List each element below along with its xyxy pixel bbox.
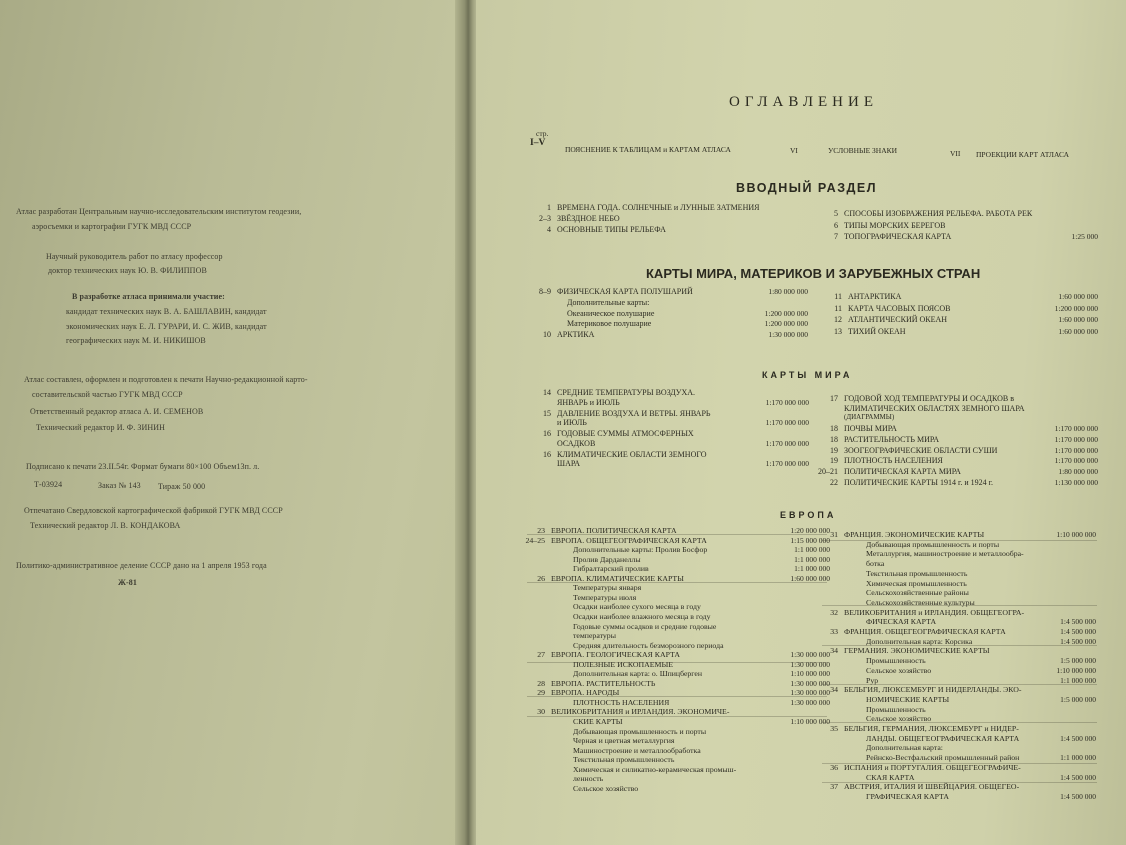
toc-scale: 1:170 000 000 <box>765 459 809 468</box>
toc-page-number: 6 <box>834 220 838 230</box>
toc-entry <box>818 617 1096 627</box>
toc-entry-title: ботка <box>866 559 885 569</box>
toc-title: ОГЛАВЛЕНИЕ <box>729 94 878 110</box>
section-title: ЕВРОПА <box>780 510 837 520</box>
toc-entry-title: РАСТИТЕЛЬНОСТЬ МИРА <box>844 434 940 444</box>
imprint-line: географических наук М. И. НИКИШОВ <box>66 336 206 345</box>
toc-scale: 1:20 000 000 <box>790 526 830 535</box>
toc-entry <box>818 221 1098 233</box>
imprint-line: аэросъемки и картографии ГУГК МВД СССР <box>32 222 192 231</box>
toc-entry-title: БЕЛЬГИЯ, ЛЮКСЕМБУРГ И НИДЕРЛАНДЫ. ЭКО- <box>844 685 1022 695</box>
toc-entry-title: Химическая и силикатно-керамическая промыш- <box>573 764 737 774</box>
toc-scale: 1:30 000 000 <box>790 650 830 660</box>
toc-scale: 1:170 000 000 <box>1054 424 1098 433</box>
toc-entry <box>525 536 830 546</box>
toc-entry-title: Рур <box>866 675 879 685</box>
toc-page-number: 4 <box>547 225 551 234</box>
toc-entry-title: СПОСОБЫ ИЗОБРАЖЕНИЯ РЕЛЬЕФА. РАБОТА РЕК <box>844 209 1033 218</box>
toc-entry-title: ЕВРОПА. НАРОДЫ <box>551 688 620 698</box>
toc-entry-title: ФИЗИЧЕСКАЯ КАРТА ПОЛУШАРИЙ <box>557 287 693 296</box>
toc-entry <box>525 755 830 765</box>
imprint-line: экономических наук Е. Л. ГУРАРИ, И. С. ЖИВ, кандидат <box>66 322 267 331</box>
toc-page-number: 12 <box>834 315 842 325</box>
toc-entry-title: Металлургия, машиностроение и металлообра- <box>866 549 1024 559</box>
toc-scale: 1:30 000 000 <box>790 688 830 698</box>
toc-page-number: 35 <box>830 724 838 733</box>
table-rule <box>822 684 1097 685</box>
toc-entry <box>525 631 830 641</box>
toc-scale: 1:10 000 000 <box>790 717 830 726</box>
toc-entry <box>818 743 1096 753</box>
toc-entry-title: ОСАДКОВ <box>557 438 596 448</box>
toc-scale: 1:10 000 000 <box>1056 530 1096 539</box>
toc-page-number: 14 <box>543 388 551 397</box>
toc-entry-title: ФИЧЕСКАЯ КАРТА <box>866 617 937 627</box>
toc-scale: 1:1 000 000 <box>1060 675 1096 685</box>
toc-page-number: 19 <box>830 456 838 466</box>
imprint-line: В разработке атласа принимали участие: <box>72 292 225 301</box>
toc-entry <box>818 685 1096 695</box>
toc-scale: 1:60 000 000 <box>790 573 830 583</box>
toc-entry <box>531 309 808 320</box>
toc-entry <box>818 627 1096 637</box>
toc-entry-title: Материковое полушарие <box>567 319 652 329</box>
table-rule <box>822 722 1097 723</box>
imprint-line: Ж-81 <box>118 578 137 587</box>
section-title: КАРТЫ МИРА <box>762 370 853 380</box>
toc-entry-title: ТИХИЙ ОКЕАН <box>848 326 906 336</box>
imprint-line: Заказ № 143 <box>98 481 141 490</box>
toc-entry-title: Дополнительная карта: <box>866 743 943 753</box>
toc-entry-title: Пролив Дарданеллы <box>573 554 641 564</box>
toc-page-number: 36 <box>830 762 838 772</box>
toc-entry-title: ТОПОГРАФИЧЕСКАЯ КАРТА <box>844 232 952 241</box>
toc-entry <box>822 304 1098 316</box>
toc-entry-title: Осадки наиболее влажного месяца в году <box>573 611 711 621</box>
table-rule <box>527 662 827 663</box>
toc-entry-title: Промышленность <box>866 704 926 714</box>
toc-entry <box>818 540 1096 550</box>
imprint-line: Политико-административное деление СССР дано на 1 апреля 1953 года <box>16 561 267 570</box>
section-title: ВВОДНЫЙ РАЗДЕЛ <box>736 181 878 195</box>
toc-entry <box>818 435 1098 445</box>
toc-scale: 1:4 500 000 <box>1060 772 1096 782</box>
imprint-line: кандидат технических наук В. А. БАШЛАВИН, кандидат <box>66 307 267 316</box>
toc-entry-title: Сельскохозяйственные культуры <box>866 597 975 607</box>
toc-scale: 1:30 000 000 <box>790 659 830 669</box>
toc-scale: 1:200 000 000 <box>764 319 808 329</box>
toc-entry <box>818 394 1098 423</box>
toc-entry <box>818 724 1096 734</box>
toc-entry <box>525 669 830 679</box>
section-title: КАРТЫ МИРА, МАТЕРИКОВ И ЗАРУБЕЖНЫХ СТРАН <box>646 266 981 281</box>
toc-entry <box>531 409 809 428</box>
toc-scale: 1:170 000 000 <box>765 438 809 448</box>
imprint-line: Подписано к печати 23.II.54г. Формат бумаги 80×100 Объем13п. л. <box>26 462 260 471</box>
toc-entry-title: АНТАРКТИКА <box>848 292 902 301</box>
toc-entry <box>818 753 1096 763</box>
toc-entry-title: КАРТА ЧАСОВЫХ ПОЯСОВ <box>848 303 951 313</box>
toc-entry <box>818 763 1096 773</box>
toc-entry-title: ЗООГЕОГРАФИЧЕСКИЕ ОБЛАСТИ СУШИ <box>844 445 998 455</box>
toc-entry-title: Добывающая промышленность и порты <box>573 726 707 736</box>
toc-entry-title: (ДИАГРАММЫ) <box>844 413 895 422</box>
toc-entry-title: СКИЕ КАРТЫ <box>573 717 623 726</box>
table-rule <box>527 716 827 717</box>
toc-entry-title: ШАРА <box>557 459 581 468</box>
toc-entry <box>818 792 1096 802</box>
toc-entry-title: температуры <box>573 631 616 641</box>
toc-entry <box>525 622 830 632</box>
toc-scale: 1:60 000 000 <box>1058 326 1098 336</box>
toc-entry-title: Дополнительные карты: <box>567 297 650 307</box>
toc-entry-title: АТЛАНТИЧЕСКИЙ ОКЕАН <box>848 315 948 325</box>
toc-entry <box>525 612 830 622</box>
toc-entry-title: ВРЕМЕНА ГОДА. СОЛНЕЧНЫЕ и ЛУННЫЕ ЗАТМЕНИЯ <box>557 203 760 212</box>
toc-entry <box>818 579 1096 589</box>
toc-scale: 1:60 000 000 <box>1058 292 1098 301</box>
toc-entry <box>818 424 1098 434</box>
toc-entry-title: КЛИМАТИЧЕСКИЕ ОБЛАСТИ ЗЕМНОГО <box>557 449 707 459</box>
toc-entry-title: Температуры июля <box>573 592 637 602</box>
toc-scale: 1:130 000 000 <box>1054 478 1098 487</box>
toc-entry-title: Рейнско-Вестфальский промышленный район <box>866 753 1020 763</box>
toc-entry <box>531 450 809 469</box>
toc-entry-title: ТИПЫ МОРСКИХ БЕРЕГОВ <box>844 220 946 230</box>
toc-entry <box>818 456 1098 466</box>
table-rule <box>822 605 1097 606</box>
imprint-line: Научный руководитель работ по атласу профессор <box>46 252 223 261</box>
toc-entry-title: Дополнительная карта: о. Шпицберген <box>573 669 703 679</box>
toc-entry <box>818 782 1096 792</box>
table-rule <box>822 540 1097 541</box>
toc-entry <box>531 319 808 330</box>
toc-entry-title: СРЕДНИЕ ТЕМПЕРАТУРЫ ВОЗДУХА. <box>557 388 696 397</box>
toc-entry <box>818 478 1098 488</box>
toc-scale: 1:60 000 000 <box>1058 315 1098 325</box>
toc-entry-title: ЕВРОПА. ОБЩЕГЕОГРАФИЧЕСКАЯ КАРТА <box>551 535 707 545</box>
toc-entry <box>525 698 830 708</box>
toc-num: VI <box>790 146 798 155</box>
imprint-line: Ответственный редактор атласа А. И. СЕМЕНОВ <box>30 407 204 416</box>
toc-entry <box>525 784 830 794</box>
toc-scale: 1:4 500 000 <box>1060 617 1096 627</box>
toc-entry-title: Сельское хозяйство <box>866 714 932 724</box>
toc-entry-title: Дополнительные карты: Пролив Босфор <box>573 545 708 555</box>
toc-entry-title: Текстильная промышленность <box>573 755 675 765</box>
toc-page-number: 11 <box>834 303 842 313</box>
toc-entry-title: ЕВРОПА. ПОЛИТИЧЕСКАЯ КАРТА <box>551 526 677 535</box>
table-rule <box>527 582 827 583</box>
toc-page-number: 31 <box>830 530 838 539</box>
toc-page-number: 30 <box>537 707 545 717</box>
toc-scale: 1:5 000 000 <box>1060 694 1096 704</box>
toc-entry: ПОЯСНЕНИЕ К ТАБЛИЦАМ и КАРТАМ АТЛАСА <box>565 145 731 154</box>
toc-entry <box>822 327 1098 339</box>
toc-scale: 1:4 500 000 <box>1060 627 1096 636</box>
toc-scale: 1:1 000 000 <box>1060 753 1096 763</box>
toc-entry-title: ГЕРМАНИЯ. ЭКОНОМИЧЕСКИЕ КАРТЫ <box>844 646 990 656</box>
toc-entry-title: Химическая промышленность <box>866 578 967 588</box>
toc-num: VII <box>950 149 961 158</box>
toc-entry-title: Сельскохозяйственные районы <box>866 588 969 598</box>
toc-entry-title: Годовые суммы осадков и средние годовые <box>573 621 717 631</box>
toc-entry-title: ОСНОВНЫЕ ТИПЫ РЕЛЬЕФА <box>557 225 666 234</box>
toc-entry <box>525 717 830 727</box>
toc-num: I–V <box>530 138 546 148</box>
toc-scale: 1:200 000 000 <box>764 308 808 318</box>
toc-entry <box>531 203 801 214</box>
table-rule <box>822 782 1097 783</box>
toc-entry <box>818 705 1096 715</box>
toc-entry-title: ПЛОТНОСТЬ НАСЕЛЕНИЯ <box>844 456 943 466</box>
toc-entry-title: Температуры января <box>573 583 642 593</box>
toc-page-number: 26 <box>537 573 545 583</box>
toc-scale: 1:170 000 000 <box>765 418 809 427</box>
toc-entry <box>818 467 1098 477</box>
toc-entry-title: ФРАНЦИЯ. ЭКОНОМИЧЕСКИЕ КАРТЫ <box>844 530 985 539</box>
toc-page-number: 17 <box>830 394 838 403</box>
toc-scale: 1:170 000 000 <box>1054 456 1098 466</box>
toc-scale: 1:30 000 000 <box>768 330 808 340</box>
toc-scale: 1:10 000 000 <box>1056 665 1096 675</box>
imprint-line: Т-03924 <box>34 480 63 489</box>
toc-entry-title: ПОЛИТИЧЕСКАЯ КАРТА МИРА <box>844 467 961 477</box>
toc-entry-title: ЕВРОПА. РАСТИТЕЛЬНОСТЬ <box>551 678 656 688</box>
toc-entry-title: ВЕЛИКОБРИТАНИЯ и ИРЛАНДИЯ. ЭКОНОМИЧЕ- <box>551 707 730 717</box>
toc-scale: 1:4 500 000 <box>1060 791 1096 801</box>
toc-entry-title: АРКТИКА <box>557 330 595 340</box>
toc-scale: 1:170 000 000 <box>765 397 809 407</box>
toc-entry-title: КЛИМАТИЧЕСКИХ ОБЛАСТЯХ ЗЕМНОГО ШАРА <box>844 403 1025 413</box>
toc-scale: 1:5 000 000 <box>1060 656 1096 666</box>
toc-entry-title: АВСТРИЯ, ИТАЛИЯ И ШВЕЙЦАРИЯ. ОБЩЕГЕО- <box>844 782 1020 792</box>
toc-scale: 1:30 000 000 <box>790 678 830 688</box>
toc-entry-title: ИСПАНИЯ и ПОРТУГАЛИЯ. ОБЩЕГЕОГРАФИЧЕ- <box>844 762 1021 772</box>
toc-scale: 1:1 000 000 <box>794 564 830 574</box>
toc-page-number: 29 <box>537 688 545 698</box>
toc-page-number: 2–3 <box>539 214 551 223</box>
toc-page-number: 5 <box>834 209 838 218</box>
toc-page-number: 8–9 <box>539 287 551 296</box>
toc-page-number: 18 <box>830 424 838 433</box>
toc-entry-title: ЕВРОПА. ГЕОЛОГИЧЕСКАЯ КАРТА <box>551 650 681 660</box>
toc-scale: 1:4 500 000 <box>1060 733 1096 743</box>
toc-entry <box>531 298 808 309</box>
toc-entry <box>818 666 1096 676</box>
imprint-line: доктор технических наук Ю. В. ФИЛИППОВ <box>48 266 207 275</box>
imprint-line: Отпечатано Свердловской картографической фабрикой ГУГК МВД СССР <box>24 506 283 515</box>
toc-entry <box>531 388 809 407</box>
toc-page-number: 20–21 <box>818 467 838 477</box>
toc-page-number: 10 <box>543 330 551 340</box>
toc-entry <box>822 315 1098 327</box>
toc-entry-title: Дополнительная карта: Корсика <box>866 636 973 646</box>
toc-entry <box>531 214 801 225</box>
table-rule <box>527 534 827 535</box>
toc-entry-title: ПОЧВЫ МИРА <box>844 424 897 433</box>
toc-entry <box>525 593 830 603</box>
toc-entry <box>525 774 830 784</box>
table-rule <box>527 696 827 697</box>
toc-entry-title: Океаническое полушарие <box>567 308 655 318</box>
toc-entry: ПРОЕКЦИИ КАРТ АТЛАСА <box>976 150 1070 159</box>
toc-entry <box>818 549 1096 559</box>
toc-entry-title: ПОЛЕЗНЫЕ ИСКОПАЕМЫЕ <box>573 659 674 669</box>
toc-entry-title: Черная и цветная металлургия <box>573 736 675 746</box>
imprint-line: Технический редактор И. Ф. ЗИНИН <box>36 423 166 432</box>
toc-entry <box>531 330 808 341</box>
toc-entry <box>818 569 1096 579</box>
table-rule <box>822 763 1097 764</box>
toc-entry <box>525 746 830 756</box>
toc-entry <box>525 545 830 555</box>
toc-entry-title: ЯНВАРЬ и ИЮЛЬ <box>557 397 620 407</box>
toc-entry: УСЛОВНЫЕ ЗНАКИ <box>828 146 898 155</box>
toc-page-number: 22 <box>830 478 838 487</box>
toc-entry-title: Промышленность <box>866 656 926 666</box>
toc-entry-title: ГОДОВЫЕ СУММЫ АТМОСФЕРНЫХ <box>557 429 694 438</box>
toc-scale: 1:4 500 000 <box>1060 636 1096 646</box>
toc-page-number: 1 <box>547 203 551 212</box>
toc-scale: 1:15 000 000 <box>790 535 830 545</box>
toc-entry-title: ПЛОТНОСТЬ НАСЕЛЕНИЯ <box>573 697 670 707</box>
toc-entry <box>818 734 1096 744</box>
toc-entry-title: ГРАФИЧЕСКАЯ КАРТА <box>866 791 950 801</box>
toc-entry-title: ПОЛИТИЧЕСКИЕ КАРТЫ 1914 г. и 1924 г. <box>844 478 994 487</box>
toc-scale: 1:170 000 000 <box>1054 445 1098 455</box>
toc-entry <box>531 225 801 236</box>
toc-entry-title: Гибралтарский пролив <box>573 564 649 574</box>
toc-entry <box>525 602 830 612</box>
toc-entry <box>531 429 809 448</box>
toc-entry <box>818 598 1096 608</box>
toc-entry <box>525 727 830 737</box>
toc-entry-title: ленность <box>573 774 604 784</box>
toc-scale: 1:80 000 000 <box>1058 467 1098 477</box>
toc-entry-title: ЕВРОПА. КЛИМАТИЧЕСКИЕ КАРТЫ <box>551 573 684 583</box>
toc-entry <box>818 695 1096 705</box>
toc-page-number: 16 <box>543 429 551 438</box>
toc-page-number: 7 <box>834 232 838 241</box>
toc-entry-title: БЕЛЬГИЯ, ГЕРМАНИЯ, ЛЮКСЕМБУРГ и НИДЕР- <box>844 724 1019 733</box>
toc-page-number: 15 <box>543 408 551 418</box>
toc-entry <box>525 650 830 660</box>
toc-entry <box>525 679 830 689</box>
toc-entry <box>818 446 1098 456</box>
imprint-line: Технический редактор Л. В. КОНДАКОВА <box>30 521 181 530</box>
toc-page-number: 27 <box>537 650 545 660</box>
toc-page-number: 24–25 <box>525 535 545 545</box>
toc-entry-title: СКАЯ КАРТА <box>866 772 915 782</box>
toc-entry <box>818 646 1096 656</box>
toc-entry <box>525 765 830 775</box>
toc-entry-title: Текстильная промышленность <box>866 568 968 578</box>
toc-page-number: 32 <box>830 607 838 617</box>
toc-entry <box>525 736 830 746</box>
toc-scale: 1:200 000 000 <box>1054 303 1098 313</box>
toc-entry-title: ЗВЁЗДНОЕ НЕБО <box>557 214 620 223</box>
toc-entry-title: ГОДОВОЙ ХОД ТЕМПЕРАТУРЫ И ОСАДКОВ в <box>844 394 1015 403</box>
toc-entry <box>525 641 830 651</box>
toc-entry <box>818 209 1098 221</box>
toc-page-number: 34 <box>830 685 838 695</box>
toc-page-number: 23 <box>537 526 545 535</box>
toc-scale: 1:30 000 000 <box>790 697 830 707</box>
toc-entry-title: Машиностроение и металлообработка <box>573 745 701 755</box>
toc-entry <box>818 588 1096 598</box>
toc-entry-title: ДАВЛЕНИЕ ВОЗДУХА И ВЕТРЫ. ЯНВАРЬ <box>557 408 711 418</box>
toc-entry <box>531 287 808 298</box>
toc-scale: 1:170 000 000 <box>1054 434 1098 444</box>
toc-page-number: 19 <box>830 445 838 455</box>
page-label: стр. <box>536 129 549 138</box>
toc-entry-title: ВЕЛИКОБРИТАНИЯ и ИРЛАНДИЯ. ОБЩЕГЕОГРА- <box>844 607 1025 617</box>
imprint-line: Тираж 50 000 <box>158 482 206 491</box>
imprint-line: составительской частью ГУГК МВД СССР <box>32 390 183 399</box>
toc-entry-title: Осадки наиболее сухого месяца в году <box>573 602 701 612</box>
toc-entry-title: ФРАНЦИЯ. ОБЩЕГЕОГРАФИЧЕСКАЯ КАРТА <box>844 627 1006 636</box>
toc-page-number: 34 <box>830 646 838 656</box>
toc-entry <box>818 232 1098 244</box>
toc-page-number: 13 <box>834 326 842 336</box>
table-rule <box>822 645 1097 646</box>
toc-page-number: 16 <box>543 449 551 459</box>
toc-entry <box>818 656 1096 666</box>
toc-entry <box>525 583 830 593</box>
toc-entry <box>525 555 830 565</box>
toc-scale: 1:1 000 000 <box>794 545 830 555</box>
toc-scale: 1:10 000 000 <box>790 669 830 679</box>
toc-page-number: 11 <box>834 292 842 301</box>
toc-scale: 1:80 000 000 <box>768 287 808 296</box>
toc-entry-title: Средняя длительность безморозного периода <box>573 640 724 650</box>
toc-entry <box>818 773 1096 783</box>
toc-page-number: 18 <box>830 434 838 444</box>
toc-entry-title: ЛАНДЫ. ОБЩЕГЕОГРАФИЧЕСКАЯ КАРТА <box>866 733 1020 743</box>
toc-page-number: 28 <box>537 678 545 688</box>
toc-entry-title: Добывающая промышленность и порты <box>866 539 1000 549</box>
imprint-line: Атлас составлен, оформлен и подготовлен к печати Научно-редакционной карто- <box>24 375 308 384</box>
toc-entry-title: Сельское хозяйство <box>573 783 639 793</box>
toc-scale: 1:25 000 <box>1071 232 1098 241</box>
toc-entry-title: Сельское хозяйство <box>866 665 932 675</box>
toc-entry <box>818 559 1096 569</box>
toc-page-number: 33 <box>830 627 838 636</box>
toc-entry-title: НОМИЧЕСКИЕ КАРТЫ <box>866 694 950 704</box>
toc-entry <box>525 564 830 574</box>
toc-entry <box>822 292 1098 304</box>
toc-scale: 1:1 000 000 <box>794 554 830 564</box>
imprint-line: Атлас разработан Центральным научно-исследовательским институтом геодезии, <box>16 207 302 216</box>
toc-page-number: 37 <box>830 782 838 792</box>
toc-entry <box>818 530 1096 540</box>
toc-entry-title: и ИЮЛЬ <box>557 418 587 427</box>
toc-entry <box>818 608 1096 618</box>
